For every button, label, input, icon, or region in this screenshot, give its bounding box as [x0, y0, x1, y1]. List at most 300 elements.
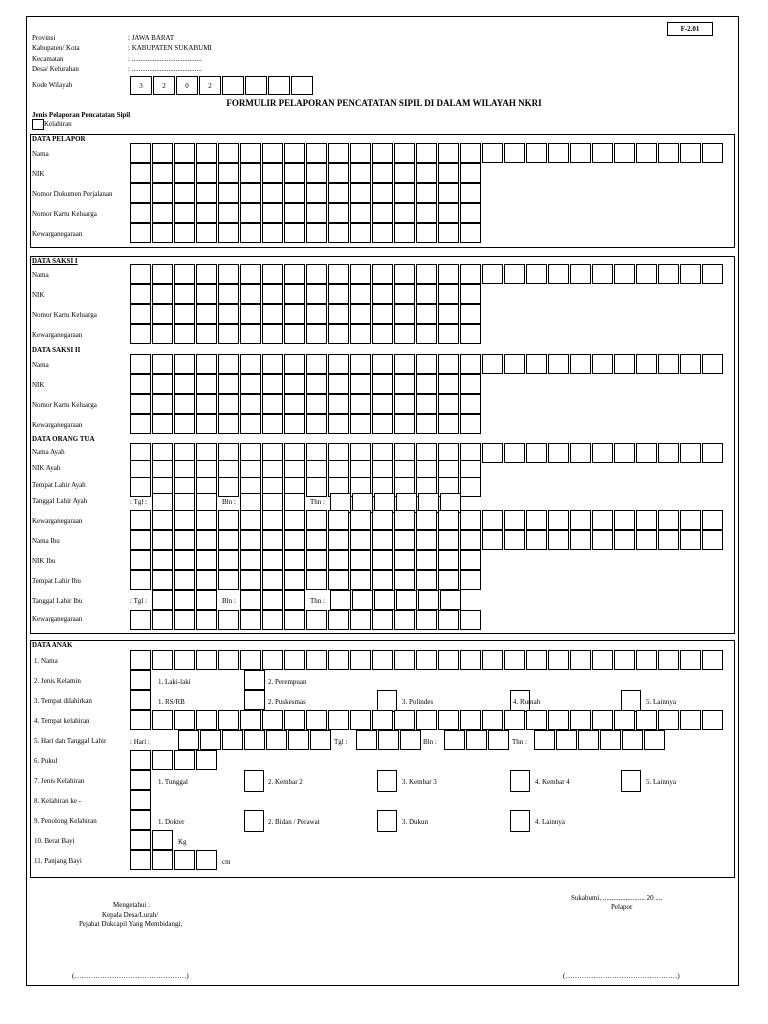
- input-cell[interactable]: [240, 264, 261, 284]
- input-cell[interactable]: [504, 510, 525, 530]
- input-cell[interactable]: [548, 710, 569, 730]
- input-cell[interactable]: [174, 750, 195, 770]
- input-cell[interactable]: [372, 374, 393, 394]
- input-cell[interactable]: [416, 394, 437, 414]
- input-cell[interactable]: [240, 650, 261, 670]
- input-cell[interactable]: [614, 650, 635, 670]
- input-cell[interactable]: [284, 710, 305, 730]
- input-cell[interactable]: [174, 650, 195, 670]
- input-cell[interactable]: [306, 477, 327, 497]
- input-cell[interactable]: [130, 374, 151, 394]
- input-cell[interactable]: [600, 730, 621, 750]
- input-cell[interactable]: [350, 414, 371, 434]
- input-cell[interactable]: [482, 354, 503, 374]
- input-cell[interactable]: [438, 143, 459, 163]
- input-cell[interactable]: [328, 304, 349, 324]
- input-cell[interactable]: [460, 510, 481, 530]
- input-cell[interactable]: [174, 850, 195, 870]
- input-cell[interactable]: [240, 394, 261, 414]
- input-cell[interactable]: [592, 354, 613, 374]
- input-cell[interactable]: [244, 690, 265, 710]
- input-cell[interactable]: [438, 354, 459, 374]
- input-cell[interactable]: [570, 530, 591, 550]
- input-cell[interactable]: [702, 143, 723, 163]
- input-cell[interactable]: [438, 163, 459, 183]
- input-cell[interactable]: [372, 550, 393, 570]
- input-cell[interactable]: [548, 530, 569, 550]
- input-cell[interactable]: [416, 183, 437, 203]
- input-cell[interactable]: [284, 354, 305, 374]
- input-cell[interactable]: [702, 710, 723, 730]
- input-cell[interactable]: [680, 650, 701, 670]
- input-cell[interactable]: [262, 510, 283, 530]
- input-cell[interactable]: [416, 550, 437, 570]
- input-cell[interactable]: [328, 163, 349, 183]
- input-cell[interactable]: [592, 264, 613, 284]
- input-cell[interactable]: [702, 443, 723, 463]
- input-cell[interactable]: [702, 354, 723, 374]
- input-cell[interactable]: [152, 830, 173, 850]
- input-cell[interactable]: [460, 710, 481, 730]
- input-cell[interactable]: [394, 570, 415, 590]
- input-cell[interactable]: [196, 304, 217, 324]
- kode-digit[interactable]: [268, 76, 290, 95]
- input-cell[interactable]: [328, 550, 349, 570]
- input-cell[interactable]: [460, 304, 481, 324]
- input-cell[interactable]: [460, 143, 481, 163]
- input-cell[interactable]: [636, 510, 657, 530]
- input-cell[interactable]: [482, 143, 503, 163]
- input-cell[interactable]: [218, 510, 239, 530]
- input-cell[interactable]: [266, 730, 287, 750]
- input-cell[interactable]: [680, 143, 701, 163]
- input-cell[interactable]: [284, 414, 305, 434]
- input-cell[interactable]: [570, 710, 591, 730]
- kode-digit[interactable]: [291, 76, 313, 95]
- input-cell[interactable]: [438, 510, 459, 530]
- input-cell[interactable]: [262, 223, 283, 243]
- input-cell[interactable]: [372, 163, 393, 183]
- input-cell[interactable]: [284, 304, 305, 324]
- input-cell[interactable]: [152, 183, 173, 203]
- input-cell[interactable]: [658, 443, 679, 463]
- input-cell[interactable]: [372, 304, 393, 324]
- input-cell[interactable]: [460, 203, 481, 223]
- input-cell[interactable]: [350, 284, 371, 304]
- input-cell[interactable]: [130, 223, 151, 243]
- input-cell[interactable]: [504, 443, 525, 463]
- input-cell[interactable]: [416, 264, 437, 284]
- input-cell[interactable]: [240, 374, 261, 394]
- input-cell[interactable]: [416, 414, 437, 434]
- input-cell[interactable]: [240, 590, 261, 610]
- input-cell[interactable]: [444, 730, 465, 750]
- input-cell[interactable]: [306, 570, 327, 590]
- input-cell[interactable]: [350, 183, 371, 203]
- input-cell[interactable]: [306, 183, 327, 203]
- input-cell[interactable]: [306, 414, 327, 434]
- input-cell[interactable]: [636, 650, 657, 670]
- input-cell[interactable]: [306, 710, 327, 730]
- input-cell[interactable]: [636, 143, 657, 163]
- input-cell[interactable]: [152, 570, 173, 590]
- input-cell[interactable]: [130, 324, 151, 344]
- input-cell[interactable]: [350, 264, 371, 284]
- input-cell[interactable]: [394, 264, 415, 284]
- input-cell[interactable]: [130, 710, 151, 730]
- input-cell[interactable]: [152, 550, 173, 570]
- input-cell[interactable]: [196, 264, 217, 284]
- input-cell[interactable]: [130, 163, 151, 183]
- kode-digit[interactable]: 3: [130, 76, 152, 95]
- input-cell[interactable]: [680, 264, 701, 284]
- input-cell[interactable]: [152, 710, 173, 730]
- input-cell[interactable]: [196, 394, 217, 414]
- input-cell[interactable]: [130, 610, 151, 630]
- input-cell[interactable]: [284, 264, 305, 284]
- input-cell[interactable]: [592, 510, 613, 530]
- input-cell[interactable]: [394, 203, 415, 223]
- input-cell[interactable]: [330, 590, 351, 610]
- input-cell[interactable]: [178, 730, 199, 750]
- input-cell[interactable]: [152, 850, 173, 870]
- input-cell[interactable]: [306, 324, 327, 344]
- input-cell[interactable]: [438, 610, 459, 630]
- kode-digit[interactable]: 2: [153, 76, 175, 95]
- input-cell[interactable]: [636, 443, 657, 463]
- input-cell[interactable]: [460, 570, 481, 590]
- input-cell[interactable]: [482, 264, 503, 284]
- input-cell[interactable]: [240, 183, 261, 203]
- input-cell[interactable]: [592, 650, 613, 670]
- input-cell[interactable]: [174, 394, 195, 414]
- input-cell[interactable]: [130, 284, 151, 304]
- input-cell[interactable]: [240, 610, 261, 630]
- input-cell[interactable]: [284, 324, 305, 344]
- input-cell[interactable]: [262, 414, 283, 434]
- input-cell[interactable]: [284, 284, 305, 304]
- input-cell[interactable]: [614, 443, 635, 463]
- input-cell[interactable]: [196, 284, 217, 304]
- input-cell[interactable]: [130, 530, 151, 550]
- input-cell[interactable]: [240, 203, 261, 223]
- input-cell[interactable]: [284, 203, 305, 223]
- input-cell[interactable]: [350, 570, 371, 590]
- penolong-box-2[interactable]: [244, 810, 264, 832]
- input-cell[interactable]: [284, 570, 305, 590]
- input-cell[interactable]: [460, 394, 481, 414]
- input-cell[interactable]: [218, 304, 239, 324]
- input-cell[interactable]: [438, 203, 459, 223]
- input-cell[interactable]: [702, 510, 723, 530]
- input-cell[interactable]: [218, 354, 239, 374]
- desa-value[interactable]: : ........................................: [128, 65, 202, 73]
- input-cell[interactable]: [394, 304, 415, 324]
- input-cell[interactable]: [526, 143, 547, 163]
- input-cell[interactable]: [548, 143, 569, 163]
- input-cell[interactable]: [570, 650, 591, 670]
- input-cell[interactable]: [702, 650, 723, 670]
- input-cell[interactable]: [152, 590, 173, 610]
- input-cell[interactable]: [284, 650, 305, 670]
- input-cell[interactable]: [130, 394, 151, 414]
- input-cell[interactable]: [328, 530, 349, 550]
- input-cell[interactable]: [262, 550, 283, 570]
- input-cell[interactable]: [328, 374, 349, 394]
- input-cell[interactable]: [460, 650, 481, 670]
- input-cell[interactable]: [284, 590, 305, 610]
- input-cell[interactable]: [262, 530, 283, 550]
- input-cell[interactable]: [174, 304, 195, 324]
- input-cell[interactable]: [328, 143, 349, 163]
- input-cell[interactable]: [658, 354, 679, 374]
- jenis-box-5[interactable]: [621, 770, 641, 792]
- input-cell[interactable]: [350, 650, 371, 670]
- input-cell[interactable]: [152, 163, 173, 183]
- input-cell[interactable]: [418, 590, 439, 610]
- input-cell[interactable]: [174, 590, 195, 610]
- input-cell[interactable]: [548, 650, 569, 670]
- input-cell[interactable]: [438, 374, 459, 394]
- input-cell[interactable]: [328, 183, 349, 203]
- input-cell[interactable]: [328, 203, 349, 223]
- input-cell[interactable]: [680, 530, 701, 550]
- input-cell[interactable]: [240, 510, 261, 530]
- input-cell[interactable]: [196, 590, 217, 610]
- input-cell[interactable]: [394, 550, 415, 570]
- input-cell[interactable]: [174, 203, 195, 223]
- input-cell[interactable]: [152, 354, 173, 374]
- input-cell[interactable]: [592, 710, 613, 730]
- input-cell[interactable]: [658, 650, 679, 670]
- input-cell[interactable]: [570, 510, 591, 530]
- input-cell[interactable]: [438, 183, 459, 203]
- input-cell[interactable]: [174, 324, 195, 344]
- input-cell[interactable]: [130, 304, 151, 324]
- input-cell[interactable]: [350, 324, 371, 344]
- input-cell[interactable]: [218, 477, 239, 497]
- input-cell[interactable]: [548, 354, 569, 374]
- input-cell[interactable]: [196, 710, 217, 730]
- input-cell[interactable]: [328, 510, 349, 530]
- input-cell[interactable]: [262, 304, 283, 324]
- input-cell[interactable]: [438, 304, 459, 324]
- input-cell[interactable]: [460, 223, 481, 243]
- input-cell[interactable]: [218, 163, 239, 183]
- input-cell[interactable]: [218, 374, 239, 394]
- input-cell[interactable]: [614, 710, 635, 730]
- input-cell[interactable]: [702, 264, 723, 284]
- input-cell[interactable]: [394, 183, 415, 203]
- input-cell[interactable]: [416, 324, 437, 344]
- input-cell[interactable]: [526, 264, 547, 284]
- input-cell[interactable]: [438, 650, 459, 670]
- input-cell[interactable]: [350, 550, 371, 570]
- input-cell[interactable]: [218, 264, 239, 284]
- input-cell[interactable]: [218, 710, 239, 730]
- input-cell[interactable]: [152, 750, 173, 770]
- input-cell[interactable]: [556, 730, 577, 750]
- input-cell[interactable]: [636, 530, 657, 550]
- input-cell[interactable]: [466, 730, 487, 750]
- input-cell[interactable]: [196, 183, 217, 203]
- input-cell[interactable]: [152, 324, 173, 344]
- input-cell[interactable]: [218, 324, 239, 344]
- tempat-box-5[interactable]: [621, 690, 641, 712]
- input-cell[interactable]: [416, 570, 437, 590]
- input-cell[interactable]: [284, 530, 305, 550]
- input-cell[interactable]: [262, 203, 283, 223]
- input-cell[interactable]: [306, 510, 327, 530]
- input-cell[interactable]: [416, 610, 437, 630]
- input-cell[interactable]: [328, 264, 349, 284]
- input-cell[interactable]: [284, 394, 305, 414]
- input-cell[interactable]: [680, 443, 701, 463]
- input-cell[interactable]: [306, 374, 327, 394]
- input-cell[interactable]: [396, 590, 417, 610]
- input-cell[interactable]: [328, 414, 349, 434]
- input-cell[interactable]: [306, 223, 327, 243]
- input-cell[interactable]: [438, 414, 459, 434]
- input-cell[interactable]: [614, 530, 635, 550]
- input-cell[interactable]: [394, 610, 415, 630]
- input-cell[interactable]: [372, 610, 393, 630]
- input-cell[interactable]: [622, 730, 643, 750]
- input-cell[interactable]: [394, 324, 415, 344]
- input-cell[interactable]: [174, 143, 195, 163]
- input-cell[interactable]: [570, 264, 591, 284]
- input-cell[interactable]: [460, 477, 481, 497]
- input-cell[interactable]: [152, 223, 173, 243]
- input-cell[interactable]: [548, 510, 569, 530]
- input-cell[interactable]: [350, 304, 371, 324]
- input-cell[interactable]: [218, 570, 239, 590]
- kode-digit[interactable]: [245, 76, 267, 95]
- input-cell[interactable]: [306, 143, 327, 163]
- input-cell[interactable]: [218, 284, 239, 304]
- input-cell[interactable]: [306, 394, 327, 414]
- input-cell[interactable]: [570, 443, 591, 463]
- input-cell[interactable]: [614, 510, 635, 530]
- input-cell[interactable]: [394, 530, 415, 550]
- input-cell[interactable]: [548, 264, 569, 284]
- input-cell[interactable]: [504, 650, 525, 670]
- input-cell[interactable]: [350, 374, 371, 394]
- input-cell[interactable]: [240, 550, 261, 570]
- input-cell[interactable]: [174, 223, 195, 243]
- input-cell[interactable]: [482, 510, 503, 530]
- jenis-box-3[interactable]: [377, 770, 397, 792]
- input-cell[interactable]: [130, 550, 151, 570]
- input-cell[interactable]: [152, 304, 173, 324]
- input-cell[interactable]: [284, 183, 305, 203]
- input-cell[interactable]: [196, 374, 217, 394]
- input-cell[interactable]: [174, 163, 195, 183]
- input-cell[interactable]: [218, 610, 239, 630]
- input-cell[interactable]: [658, 264, 679, 284]
- input-cell[interactable]: [372, 650, 393, 670]
- input-cell[interactable]: [218, 530, 239, 550]
- input-cell[interactable]: [356, 730, 377, 750]
- input-cell[interactable]: [592, 143, 613, 163]
- input-cell[interactable]: [152, 143, 173, 163]
- input-cell[interactable]: [152, 374, 173, 394]
- input-cell[interactable]: [196, 414, 217, 434]
- input-cell[interactable]: [350, 510, 371, 530]
- input-cell[interactable]: [526, 510, 547, 530]
- input-cell[interactable]: [218, 223, 239, 243]
- jenis-box-2[interactable]: [244, 770, 264, 792]
- input-cell[interactable]: [378, 730, 399, 750]
- input-cell[interactable]: [350, 710, 371, 730]
- input-cell[interactable]: [460, 374, 481, 394]
- input-cell[interactable]: [174, 354, 195, 374]
- input-cell[interactable]: [570, 354, 591, 374]
- input-cell[interactable]: [240, 284, 261, 304]
- input-cell[interactable]: [130, 477, 151, 497]
- input-cell[interactable]: [644, 730, 665, 750]
- input-cell[interactable]: [372, 264, 393, 284]
- input-cell[interactable]: [438, 530, 459, 550]
- input-cell[interactable]: [240, 163, 261, 183]
- input-cell[interactable]: [460, 264, 481, 284]
- input-cell[interactable]: [438, 223, 459, 243]
- input-cell[interactable]: [350, 223, 371, 243]
- input-cell[interactable]: [416, 710, 437, 730]
- input-cell[interactable]: [262, 284, 283, 304]
- input-cell[interactable]: [592, 530, 613, 550]
- input-cell[interactable]: [438, 570, 459, 590]
- input-cell[interactable]: [372, 354, 393, 374]
- input-cell[interactable]: [578, 730, 599, 750]
- input-cell[interactable]: [328, 610, 349, 630]
- input-cell[interactable]: [174, 550, 195, 570]
- input-cell[interactable]: [526, 710, 547, 730]
- input-cell[interactable]: [394, 710, 415, 730]
- input-cell[interactable]: [196, 530, 217, 550]
- input-cell[interactable]: [130, 830, 151, 850]
- input-cell[interactable]: [196, 143, 217, 163]
- input-cell[interactable]: [130, 414, 151, 434]
- input-cell[interactable]: [394, 374, 415, 394]
- sign-line-right[interactable]: (…………………………………………): [563, 972, 680, 980]
- input-cell[interactable]: [240, 570, 261, 590]
- input-cell[interactable]: [130, 750, 151, 770]
- input-cell[interactable]: [306, 530, 327, 550]
- input-cell[interactable]: [306, 284, 327, 304]
- input-cell[interactable]: [196, 324, 217, 344]
- input-cell[interactable]: [416, 223, 437, 243]
- input-cell[interactable]: [526, 530, 547, 550]
- input-cell[interactable]: [372, 183, 393, 203]
- input-cell[interactable]: [240, 710, 261, 730]
- input-cell[interactable]: [416, 354, 437, 374]
- input-cell[interactable]: [218, 183, 239, 203]
- input-cell[interactable]: [416, 284, 437, 304]
- input-cell[interactable]: [306, 650, 327, 670]
- input-cell[interactable]: [658, 710, 679, 730]
- input-cell[interactable]: [306, 550, 327, 570]
- input-cell[interactable]: [328, 570, 349, 590]
- input-cell[interactable]: [460, 530, 481, 550]
- input-cell[interactable]: [130, 670, 151, 690]
- input-cell[interactable]: [174, 374, 195, 394]
- input-cell[interactable]: [488, 730, 509, 750]
- input-cell[interactable]: [196, 163, 217, 183]
- input-cell[interactable]: [416, 510, 437, 530]
- input-cell[interactable]: [658, 143, 679, 163]
- input-cell[interactable]: [174, 183, 195, 203]
